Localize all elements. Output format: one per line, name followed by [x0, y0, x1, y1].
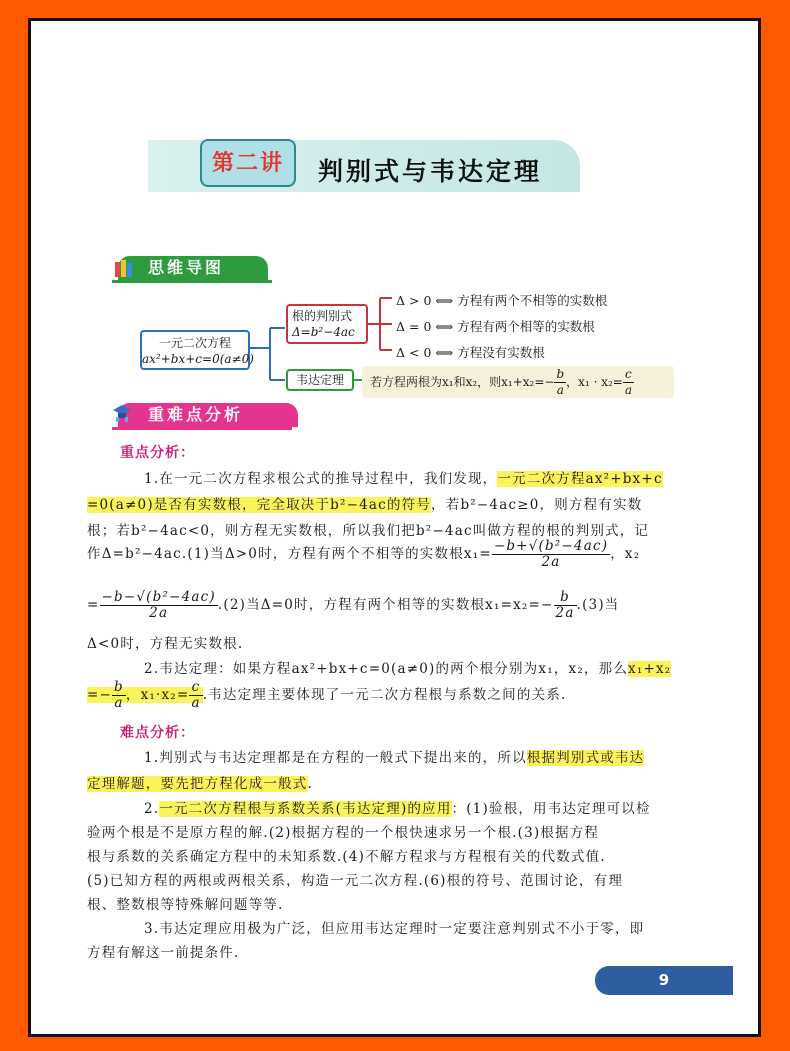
d1-l1b-highlight: 根据判别式或韦达 — [526, 750, 645, 766]
p1-l5b: .(3)当 — [576, 597, 620, 613]
vieta-formula — [370, 367, 634, 398]
vieta-a2: a — [624, 383, 632, 397]
p2-l2-pre: =− — [87, 687, 113, 703]
d2-line3: 根与系数的关系确定方程中的未知系数.(4)不解方程求与方程根有关的代数式值. — [87, 849, 606, 865]
vieta-node: 韦达定理 — [286, 369, 354, 391]
p1-l2b: ，若b²−4ac≥0，则方程有实数 — [431, 497, 643, 513]
p1-line1 — [144, 467, 663, 487]
double-root-num: b — [554, 590, 577, 606]
case-positive: Δ > 0 ⟺ 方程有两个不相等的实数根 — [396, 293, 608, 308]
root-formula-minus — [100, 590, 218, 621]
vieta-c: c — [623, 367, 634, 383]
vieta-fraction-ca — [623, 367, 634, 398]
double-root-fraction — [554, 590, 577, 621]
root-line2: ax²+bx+c=0(a≠0) — [142, 352, 254, 366]
d2-line1 — [144, 797, 651, 817]
lecture-title: 判别式与韦达定理 — [318, 157, 543, 186]
d2-l1a: 2. — [144, 801, 160, 817]
root-minus-den: 2a — [149, 605, 169, 621]
vieta-fraction-ba — [554, 367, 566, 398]
p2-line2 — [87, 680, 566, 711]
p1-l1b-highlight: 一元二次方程ax²+bx+c — [497, 471, 663, 487]
root-minus-num: −b−√(b²−4ac) — [101, 589, 216, 605]
p1-line3: 根；若b²−4ac<0，则方程无实数根，所以我们把b²−4ac叫做方程的根的判别式，记 — [87, 523, 650, 539]
vieta-b: b — [556, 367, 565, 381]
d2-line5: 根、整数根等特殊解问题等等. — [87, 897, 284, 913]
p2-l1b-highlight: x₁+x₂ — [628, 661, 672, 677]
key-points-underline — [112, 427, 292, 430]
d1-l1a: 1.判别式与韦达定理都是在方程的一般式下提出来的，所以 — [144, 750, 527, 766]
d2-l1b-highlight: 一元二次方程根与系数关系(韦达定理)的应用 — [159, 801, 452, 817]
mind-map-tag: 思维导图 — [118, 256, 268, 280]
mind-map-root — [140, 330, 254, 370]
vieta-mid: ，x₁ · x₂= — [566, 375, 623, 389]
graduation-cap-icon — [112, 403, 132, 423]
product-a: a — [191, 695, 201, 711]
vieta-a: a — [556, 383, 564, 397]
d3-line1: 3.韦达定理应用极为广泛，但应用韦达定理时一定要注意判别式不小于零，即 — [144, 921, 645, 937]
p1-line2 — [87, 493, 642, 513]
product-c: c — [189, 680, 202, 696]
key-analysis-heading: 重点分析： — [120, 445, 195, 461]
difficult-analysis-heading: 难点分析： — [120, 725, 195, 741]
p1-l5a: .(2)当Δ=0时，方程有两个相等的实数根x₁=x₂=− — [217, 597, 554, 613]
p2-l2-mid: ，x₁·x₂= — [125, 687, 190, 703]
p1-line6: Δ<0时，方程无实数根. — [87, 636, 244, 652]
discriminant-node — [286, 304, 368, 344]
d1-line2 — [87, 772, 313, 792]
mind-map-underline — [112, 280, 272, 283]
p1-line4 — [87, 539, 640, 570]
d2-line2: 验两个根是不是原方程的解.(2)根据方程的一个根快速求另一个根.(3)根据方程 — [87, 825, 600, 841]
p1-l1a: 1.在一元二次方程求根公式的推导过程中，我们发现， — [144, 471, 498, 487]
sum-b: b — [114, 679, 124, 695]
d2-line4: (5)已知方程的两根或两根关系，构造一元二次方程.(6)根的符号、范围讨论，有理 — [87, 873, 624, 889]
root-plus-den: 2a — [541, 554, 561, 570]
vieta-text: 若方程两根为x₁和x₂，则x₁+x₂=− — [370, 375, 555, 389]
page-number: 9 — [595, 966, 733, 995]
p2-l1a: 2.韦达定理：如果方程ax²+bx+c=0(a≠0)的两个根分别为x₁，x₂，那么 — [144, 661, 629, 677]
key-points-tag: 重难点分析 — [118, 403, 298, 427]
double-root-den: 2a — [555, 605, 575, 621]
lecture-number: 第二讲 — [200, 139, 296, 187]
root-plus-num: −b+√(b²−4ac) — [493, 538, 609, 554]
disc-line1: 根的判别式 — [292, 309, 353, 323]
p1-l4b: ，x₂ — [610, 546, 641, 562]
d2-l1c: ：(1)验根，用韦达定理可以检 — [451, 801, 651, 817]
product-fraction — [189, 680, 202, 711]
d1-l2a-highlight: 定理解题，要先把方程化成一般式 — [87, 776, 308, 792]
d1-l2b: . — [307, 776, 313, 792]
p1-l4a: 作Δ=b²−4ac.(1)当Δ>0时，方程有两个不相等的实数根x₁= — [87, 546, 492, 562]
p2-l2b: .韦达定理主要体现了一元二次方程根与系数之间的关系. — [202, 687, 567, 703]
case-zero: Δ = 0 ⟺ 方程有两个相等的实数根 — [396, 319, 595, 334]
sum-a: a — [114, 695, 124, 711]
root-line1: 一元二次方程 — [158, 336, 231, 350]
d1-line1 — [144, 746, 644, 766]
books-icon — [114, 258, 134, 278]
sum-fraction — [112, 680, 126, 711]
vieta-highlight — [87, 679, 203, 711]
disc-line2: Δ=b²−4ac — [292, 325, 355, 339]
p1-line5: = $\frac{\text{−b−√(b²−4ac)}}{2a}$ .(2)当Δ=0时，方程有两个相等的实数根x₁=x₂=− $\frac{b}{2a}$ .(3)当 — [87, 589, 620, 621]
p2-line1 — [144, 657, 671, 677]
p1-l2a-highlight: =0(a≠0)是否有实数根，完全取决于b²−4ac的符号 — [87, 497, 432, 513]
case-negative: Δ < 0 ⟺ 方程没有实数根 — [396, 345, 545, 360]
root-formula-plus — [492, 539, 610, 570]
d3-line2: 方程有解这一前提条件. — [87, 945, 240, 961]
